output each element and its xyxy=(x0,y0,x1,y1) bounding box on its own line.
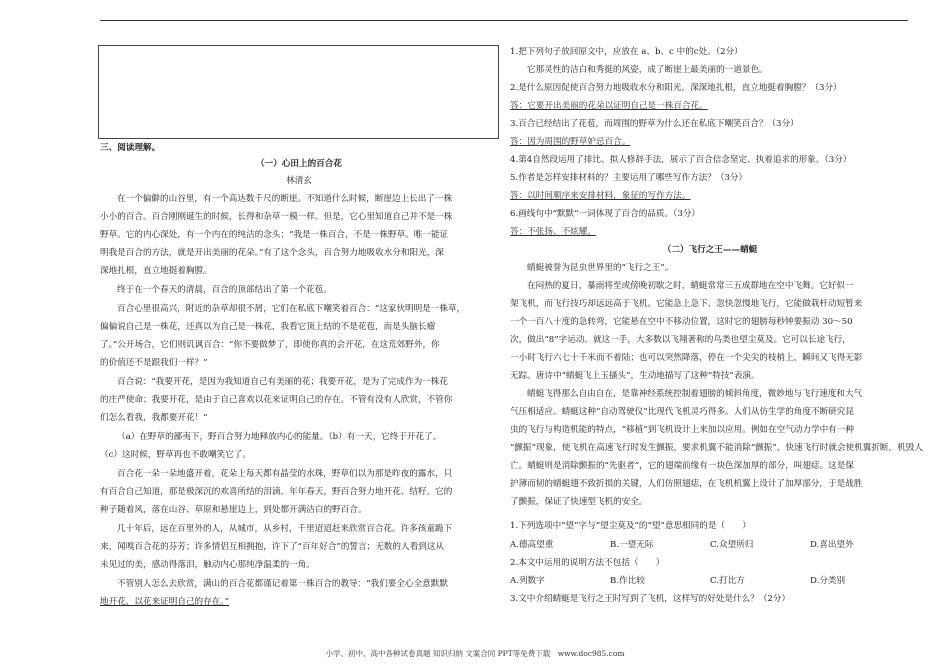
passage-line: 偏偏说自己是一株花，还真以为自己是一株花，我看它顶上结的不是花苞，而是头脑长瘤 xyxy=(100,322,436,332)
passage-line: 百合心里很高兴，附近的杂草却很不屑，它们在私底下嘲笑着百合：“这家伙明明是一株草， xyxy=(117,304,466,314)
option-c: C.众望所归 xyxy=(710,540,754,550)
answer-box xyxy=(98,45,499,139)
option-b: B.一望无际 xyxy=(610,540,654,550)
option-c: C.打比方 xyxy=(710,576,745,586)
passage-line: 在闷热的夏日，暴雨将至或傍晚初歇之时，蜻蜓常常三五成群地在空中飞舞。它好似一 xyxy=(527,281,854,291)
question-b3: 3.文中介绍蜻蜓是飞行之王时写到了飞机，这样写的好处是什么？（2分） xyxy=(510,594,791,604)
question-4: 4.第4自然段运用了排比、拟人修辞手法，展示了百合信念坚定、执着追求的形象。（3分） xyxy=(510,155,852,165)
passage-line: 在一个偏僻的山谷里，有一个高达数千尺的断崖。不知道什么时候，断崖边上长出了一株 xyxy=(117,194,453,204)
passage1-author: 林清玄 xyxy=(286,176,312,186)
passage-line: 次，做出“8”字运动。就这一手，大多数以飞翔著称的鸟类也望尘莫及。它可以长途飞行， xyxy=(510,335,851,345)
passage-line: 气压相适应。蜻蜓这种“自动驾驶仪”比现代飞机灵巧得多。人们从仿生学的角度不断研究昆 xyxy=(510,407,854,417)
passage-line: 虫的飞行与构造机能的特点，“移植”到飞机设计上来加以应用。例如在空气动力学中有一种 xyxy=(510,425,854,435)
passage-line: 无踪。唐诗中“蜻蜓飞上玉搔头”，生动地描写了这种“特技”表演。 xyxy=(510,371,760,381)
question-1-sentence: 它那灵性的洁白和秀挺的风姿，成了断崖上最美丽的一道景色。 xyxy=(527,65,768,75)
option-d: D.分类别 xyxy=(810,576,846,586)
option-b: B.作比较 xyxy=(610,576,645,586)
passage-line: 架飞机，而飞行技巧却远远高于飞机。它能急上急下、忽快忽慢地飞行，它能做栽杆动短暂来 xyxy=(510,299,863,309)
footer: 小学、初中、高中各种试卷真题 知识归纳 文案合同 PPT等免费下载 www.doc985.com xyxy=(325,649,625,658)
passage-line: 蜻蜓飞得那么自由自在，是靠神经系统控制着翅膀的倾斜角度，微妙地与飞行速度和大气 xyxy=(527,389,863,399)
question-5: 5.作者是怎样安排材料的？主要运用了哪些写作方法？（3分） xyxy=(510,173,748,183)
passage-line: 的价值还不是跟我们一样？” xyxy=(100,358,208,368)
passage-line: 了。”公开场合，它们则讥讽百合：“你不要做梦了，即使你真的会开花，在这荒郊野外，你 xyxy=(100,340,440,350)
passage-line: 一小时飞行六七十千米而不着陆；也可以突然降落，停在一个尖尖的枝梢上，瞬间又飞得无影 xyxy=(510,353,863,363)
passage-line: 一个一百八十度的急转弯，它能悬在空中不移动位置，这时它的翅膀每秒钟要振动 30～50 xyxy=(510,317,853,327)
passage-line: 有百合自己知道，那是极深沉的欢喜所结的泪滴。年年春天，野百合努力地开花、结籽。它的 xyxy=(100,487,453,497)
passage-line: 几十年后，远在百里外的人，从城市，从乡村，千里迢迢赶来欣赏百合花。许多孩童跪下 xyxy=(117,524,453,534)
passage-line: （c）这时候，野草再也不敢嘲笑它了。 xyxy=(100,450,251,460)
passage-line: 们怎么看我，我都要开花！” xyxy=(100,413,208,423)
passage-line: 蜻蜓被誉为昆虫世界里的“飞行之王”。 xyxy=(527,263,674,273)
passage-line: 百合说：“我要开花，是因为我知道自己有美丽的花；我要开花，是为了完成作为一株花 xyxy=(117,377,448,387)
passage-line: 种子随着风，落在山谷、草原和悬崖边上，到处都开满洁白的野百合。 xyxy=(100,505,367,515)
passage-line: “颤振”现象，使飞机在高速飞行时发生颤振，要求机翼不能消除“颤振”，快速飞行时就会使机翼折断，机毁人 xyxy=(510,443,923,453)
answer-3: 答：因为周围的野草妒忌百合。 xyxy=(510,137,631,147)
option-a: A.列数字 xyxy=(510,576,545,586)
passage-line: 深地扎根，直立地挺着胸膛。 xyxy=(100,266,212,276)
passage-line: 终于在一个春天的清晨，百合的顶部结出了第一个花苞。 xyxy=(117,285,332,295)
passage-line: 来，闻嗅百合花的芬芳；许多情侣互相拥抱，许下了“百年好合”的誓言；无数的人看到这从 xyxy=(100,542,444,552)
question-1: 1.把下列句子放回原文中，应放在 a、b、c 中的c处。（2分） xyxy=(510,47,743,57)
section-title: 三、阅读理解。 xyxy=(100,143,161,153)
option-d: D.喜出望外 xyxy=(810,540,854,550)
passage-line: 了颤振，保证了快速型飞机的安全。 xyxy=(510,497,648,507)
passage-line: （a）在野草的鄙夷下，野百合努力地释放内心的能量。（b）有一天，它终于开花了。 xyxy=(117,432,442,442)
passage-line: 小小的百合。百合刚刚诞生的时候，长得和杂草一模一样。但是，它心里知道自己并不是一株 xyxy=(100,212,453,222)
passage1-title: （一）心田上的百合花 xyxy=(256,159,342,169)
top-rule xyxy=(100,20,908,21)
question-b1: 1.下列选项中“望”字与“望尘莫及”的“望”意思相同的是（ ） xyxy=(510,521,751,531)
passage2-title: （二）飞行之王——蜻蜓 xyxy=(662,245,758,255)
question-b2: 2.本文中运用的说明方法不包括（ ） xyxy=(510,558,665,568)
question-2: 2.是什么原因促使百合努力地吸收水分和阳光，深深地扎根，直立地挺着胸膛？（3分） xyxy=(510,83,842,93)
passage-line: 不管别人怎么去欣赏，满山的百合花都谨记着第一株百合的教导：“我们要全心全意默默 xyxy=(117,579,448,589)
passage-line: 明我是百合的方法，就是开出美丽的花朵。”有了这个念头，百合努力地吸收水分和阳光，深 xyxy=(100,248,444,258)
passage-line: 百合花一朵一朵地盛开着，花朵上每天都有晶莹的水珠，野草们以为那是昨夜的露水，只 xyxy=(117,469,453,479)
passage-line: 未见过的美，感动得落泪，触动内心那纯净温柔的一角。 xyxy=(100,560,315,570)
passage-line: 野草。它的内心深处，有一个内在的纯洁的念头：“我是一株百合，不是一株野草。唯一能证 xyxy=(100,230,449,240)
passage-line: 的庄严使命；我要开花，是由于自己喜欢以花来证明自己的存在。不管有没有人欣赏，不管你 xyxy=(100,395,453,405)
answer-6: 答：不张扬、不炫耀。 xyxy=(510,227,596,237)
passage-line-underlined: 地开花，以花来证明自己的存在。” xyxy=(100,597,230,607)
passage-line: 护薄而韧的蜻蜓翅不致折损的关键，人们仿照翅痣，在飞机机翼上设计了加厚部分，于是战胜 xyxy=(510,479,863,489)
question-3: 3.百合已经结出了花苞，而周围的野草为什么还在私底下嘲笑百合？（3分） xyxy=(510,119,799,129)
answer-5: 答：以时间顺序来安排材料，象征的写作方法。 xyxy=(510,191,691,201)
passage-line: 亡。蜻蜓则是消除颤振的“先驱者”，它的翅端前缘有一块色深加厚的部分，叫翅痣。这是保 xyxy=(510,461,854,471)
option-a: A.德高望重 xyxy=(510,540,554,550)
question-6: 6.画线句中“默默”一词体现了百合的品质。（3分） xyxy=(510,209,701,219)
answer-2: 答：它要开出美丽的花朵以证明自己是一株百合花。 xyxy=(510,101,708,111)
